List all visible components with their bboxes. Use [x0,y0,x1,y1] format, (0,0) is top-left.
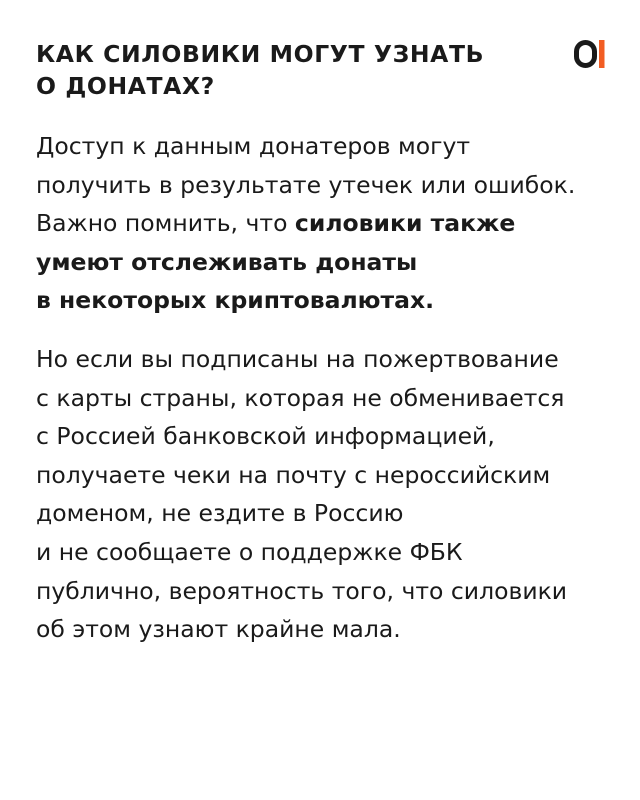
text-emphasis: силовики также [294,209,516,238]
fbk-logo-icon [574,40,606,68]
page-title [36,38,576,102]
text-line: об этом узнают крайне мала. [36,615,401,644]
logo-bar [599,40,605,68]
text-line: Доступ к данным донатеров могут [36,132,471,160]
text-line: с карты страны, которая не обменивается [36,383,565,412]
text-regular: Важно помнить, что [36,209,295,238]
text-line: с Россией банковской информацией, [36,422,495,451]
text-line [36,204,616,243]
text-line [36,243,616,282]
text-line: и не сообщаете о поддержке ФБК [36,537,463,566]
text-emphasis: умеют отслеживать донаты [36,247,418,276]
logo-ring [577,43,595,66]
text-line [36,281,616,320]
text-emphasis: в некоторых криптовалютах. [36,286,435,315]
text-line: получаете чеки на почту с нероссийским [36,460,551,489]
text-line: Но если вы подписаны на пожертвование [36,345,559,373]
paragraph-safety-conditions [36,340,616,649]
paragraph-data-access [36,127,616,320]
text-line: получить в результате утечек или ошибок. [36,170,576,199]
title-line: КАК СИЛОВИКИ МОГУТ УЗНАТЬ [36,40,485,68]
text-line: доменом, не ездите в Россию [36,499,404,528]
title-line: О ДОНАТАХ? [36,72,215,100]
text-line: публично, вероятность того, что силовики [36,576,568,605]
